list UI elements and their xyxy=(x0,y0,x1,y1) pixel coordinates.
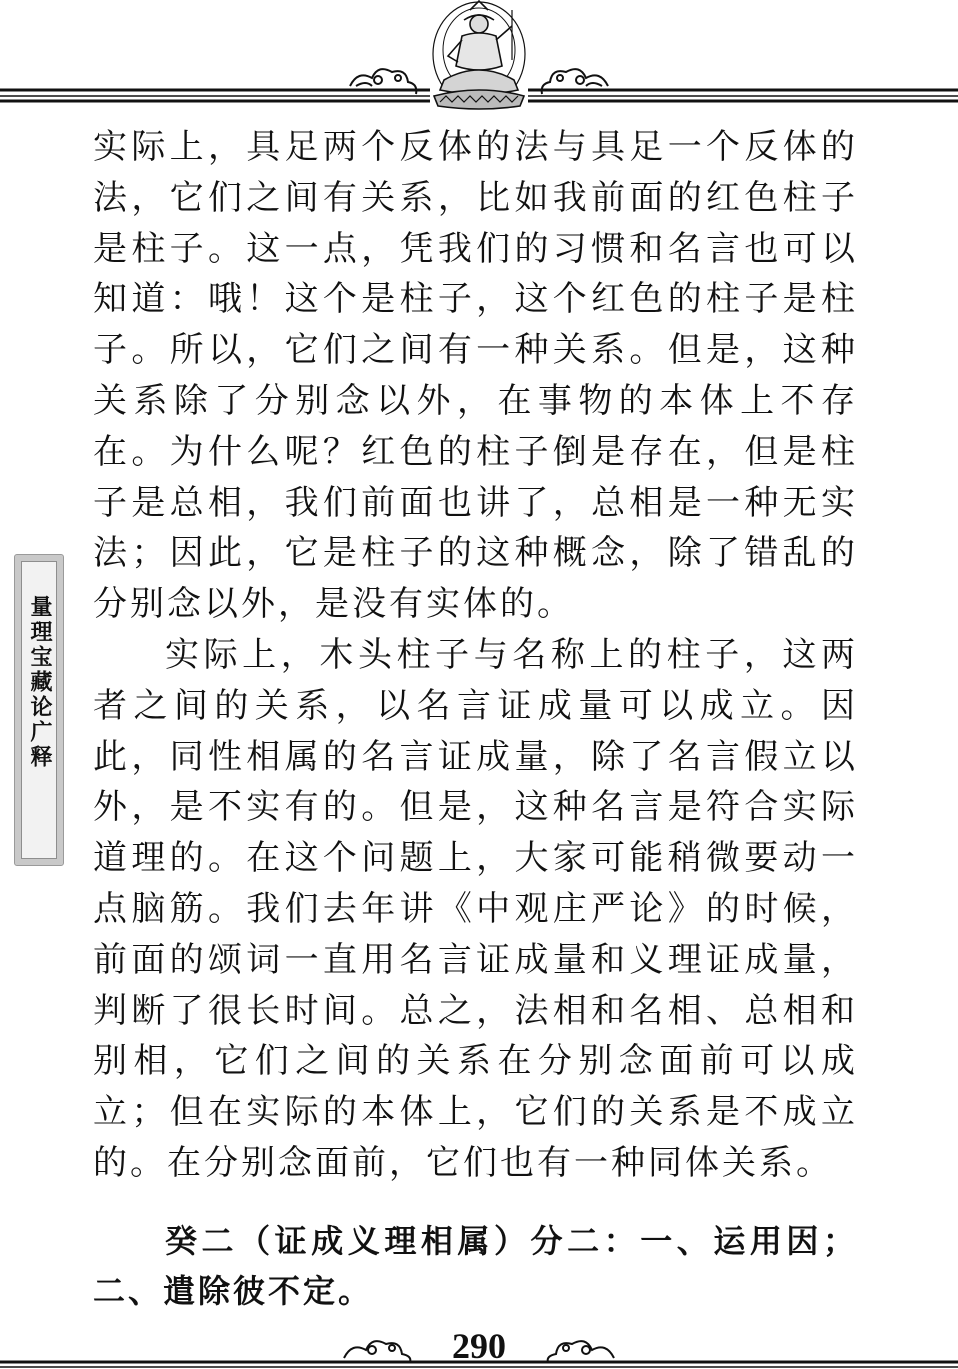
paragraph-2: 实际上，木头柱子与名称上的柱子，这两者之间的关系，以名言证成量可以成立。因此，同性相属的名言证成量，除了名言假立以外，是不实有的。但是，这种名言是符合实际道理的。在这个问题上，大家可能稍微要动一点脑筋。我们去年讲《中观庄严论》的时候，前面的颂词一直用名言证成量和义理证成量，判断了很长时间。总之，法相和名相、总相和别相，它们之间的关系在分别念面前可以成立；但在实际的本体上，它们的关系是不成立的。在分别念面前，它们也有一种同体关系。 xyxy=(93,634,858,1183)
body-text xyxy=(93,122,858,1189)
section-heading: 癸二（证成义理相属）分二：一、运用因；二、遣除彼不定。 xyxy=(93,1222,858,1310)
page-number: 290 xyxy=(452,1326,506,1366)
header-rule-right xyxy=(528,90,958,101)
header-rule-left xyxy=(0,90,430,101)
paragraph-1: 实际上，具足两个反体的法与具足一个反体的法，它们之间有关系，比如我前面的红色柱子是柱子。这一点，凭我们的习惯和名言也可以知道：哦！这个是柱子，这个红色的柱子是柱子。所以，它们之间有一种关系。但是，这种关系除了分别念以外，在事物的本体上不存在。为什么呢？红色的柱子倒是存在，但是柱子是总相，我们前面也讲了，总相是一种无实法；因此，它是柱子的这种概念，除了错乱的分别念以外，是没有实体的。 xyxy=(93,127,858,625)
deity-figure-icon xyxy=(433,1,525,109)
page-header xyxy=(0,0,958,112)
book-title-label: 量理宝藏论广释 xyxy=(27,595,52,770)
header-ornament xyxy=(0,0,958,112)
side-tab xyxy=(14,554,64,866)
